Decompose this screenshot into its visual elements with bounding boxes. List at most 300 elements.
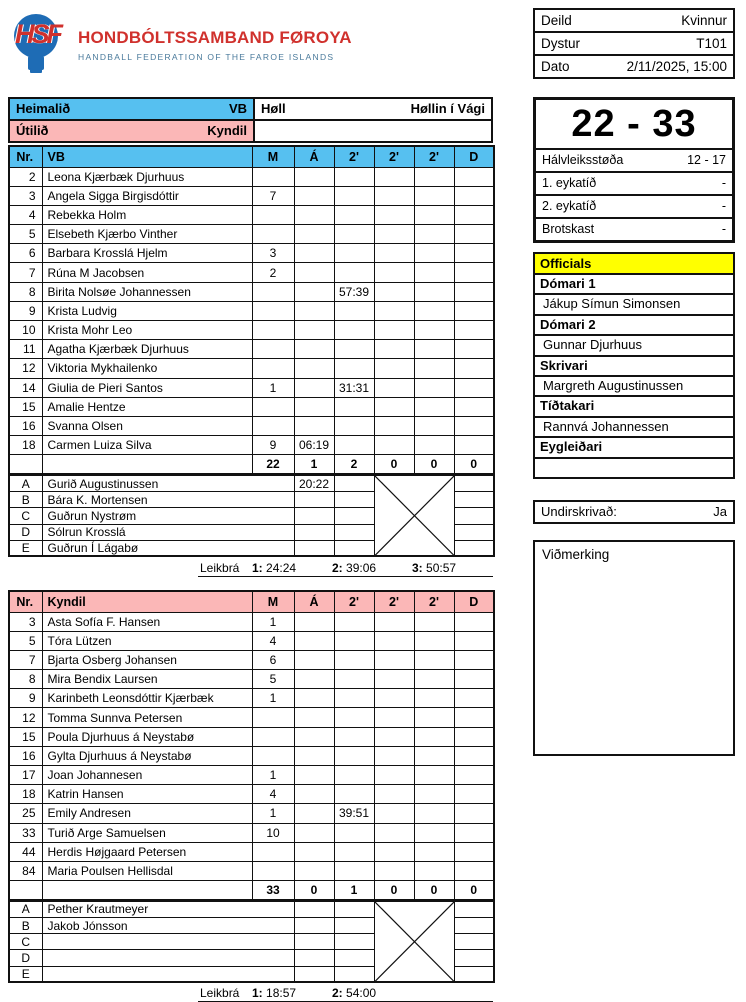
- home-player-row-name-cell: Rebekka Holm: [42, 205, 252, 224]
- away-player-row-p2-cell: [374, 766, 414, 785]
- away-bench-row-p1-cell: [334, 950, 374, 966]
- federation-subtitle: HANDBALL FEDERATION OF THE FAROE ISLANDS: [78, 52, 335, 62]
- away-player-row-nr-cell: 18: [9, 785, 42, 804]
- home-player-row-d-cell: [454, 359, 494, 378]
- home-bench-row-d-cell: [454, 524, 494, 540]
- away-player-row-p1-cell: 39:51: [334, 804, 374, 823]
- home-player-row: [9, 436, 494, 455]
- away-team-cell: [10, 121, 253, 141]
- home-bench-row-p1-cell: [334, 508, 374, 524]
- home-player-row-p2-cell: [374, 167, 414, 186]
- home-player-row-name-cell: Amalie Hentze: [42, 397, 252, 416]
- away-player-row-p1-cell: [334, 708, 374, 727]
- home-player-row: [9, 186, 494, 205]
- home-player-row-p1-cell: [334, 436, 374, 455]
- home-total-2min-2: 0: [374, 455, 414, 474]
- final-score: 22 - 33: [571, 103, 697, 145]
- away-player-row: [9, 612, 494, 631]
- home-player-row-p3-cell: [414, 282, 454, 301]
- away-bench-row-p1-cell: [334, 934, 374, 950]
- home-player-row-name-cell: Leona Kjærbæk Djurhuus: [42, 167, 252, 186]
- away-bench-row-d-cell: [454, 950, 494, 966]
- home-player-row-a-cell: [294, 397, 334, 416]
- home-player-row-a-cell: [294, 359, 334, 378]
- away-roster-section: [8, 590, 493, 983]
- away-player-row-nr-cell: 12: [9, 708, 42, 727]
- away-player-row-d-cell: [454, 804, 494, 823]
- away-player-row-d-cell: [454, 842, 494, 861]
- home-player-row-d-cell: [454, 282, 494, 301]
- home-player-row-p3-cell: [414, 416, 454, 435]
- score-box: [533, 97, 735, 243]
- home-player-row-nr-cell: 18: [9, 436, 42, 455]
- away-player-row: [9, 631, 494, 650]
- home-player-row-nr-cell: 8: [9, 282, 42, 301]
- venue-block: [8, 97, 493, 143]
- away-total-warnings: 0: [294, 881, 334, 900]
- home-player-row-d-cell: [454, 244, 494, 263]
- home-player-row-nr-cell: 10: [9, 321, 42, 340]
- officials-header: Officials: [535, 254, 733, 273]
- away-player-row-name-cell: Emily Andresen: [42, 804, 252, 823]
- home-bench-row-letter-cell: A: [9, 476, 42, 492]
- home-player-row-m-cell: [252, 225, 294, 244]
- home-player-row-p1-cell: [334, 225, 374, 244]
- penalty-row: [536, 217, 732, 240]
- signed-label: Undirskrivað:: [541, 504, 617, 519]
- away-player-row-p1-cell: [334, 650, 374, 669]
- home-player-row-p3-cell: [414, 301, 454, 320]
- away-player-row-p3-cell: [414, 861, 454, 880]
- away-player-row-nr-cell: 17: [9, 766, 42, 785]
- home-player-row-name-cell: Barbara Krosslá Hjelm: [42, 244, 252, 263]
- away-player-row-d-cell: [454, 785, 494, 804]
- away-header-row: [9, 591, 494, 612]
- home-player-row-p1-cell: [334, 263, 374, 282]
- home-player-row-name-cell: Giulia de Pieri Santos: [42, 378, 252, 397]
- column-header-nr: Nr.: [9, 591, 42, 612]
- home-player-row-a-cell: [294, 167, 334, 186]
- home-player-row-m-cell: [252, 416, 294, 435]
- x-cross-icon: [375, 476, 454, 555]
- home-player-row-nr-cell: 7: [9, 263, 42, 282]
- away-player-row-a-cell: [294, 842, 334, 861]
- away-total-disqualifications: 0: [454, 881, 494, 900]
- logo-wrist-shape: [28, 56, 44, 70]
- home-player-row-p2-cell: [374, 340, 414, 359]
- home-player-row-p1-cell: 31:31: [334, 378, 374, 397]
- away-player-row-d-cell: [454, 631, 494, 650]
- away-player-row-name-cell: Katrin Hansen: [42, 785, 252, 804]
- home-player-row-d-cell: [454, 186, 494, 205]
- halftime-value: 12 - 17: [687, 153, 726, 167]
- away-bench-row-p1-cell: [334, 901, 374, 917]
- home-player-row-a-cell: [294, 321, 334, 340]
- away-total-2min-1: 1: [334, 881, 374, 900]
- away-player-row-name-cell: Herdis Højgaard Petersen: [42, 842, 252, 861]
- home-player-row-name-cell: Krista Mohr Leo: [42, 321, 252, 340]
- away-player-row-p3-cell: [414, 708, 454, 727]
- home-player-row-p2-cell: [374, 416, 414, 435]
- home-player-row: [9, 244, 494, 263]
- away-player-row-m-cell: 1: [252, 689, 294, 708]
- home-player-row-p3-cell: [414, 244, 454, 263]
- officials-box: [533, 252, 735, 479]
- away-player-row-m-cell: 6: [252, 650, 294, 669]
- away-player-row-d-cell: [454, 727, 494, 746]
- home-header-row: [9, 146, 494, 167]
- home-player-row-p2-cell: [374, 282, 414, 301]
- column-header-2min-1: 2': [334, 146, 374, 167]
- away-player-row-name-cell: Poula Djurhuus á Neystabø: [42, 727, 252, 746]
- home-player-row: [9, 263, 494, 282]
- away-player-row-m-cell: [252, 746, 294, 765]
- home-player-row-p2-cell: [374, 436, 414, 455]
- home-player-row: [9, 167, 494, 186]
- home-player-row-a-cell: 06:19: [294, 436, 334, 455]
- away-player-row: [9, 766, 494, 785]
- home-bench-row-d-cell: [454, 476, 494, 492]
- away-player-row: [9, 804, 494, 823]
- remarks-label: Viðmerking: [542, 547, 610, 562]
- home-player-row-a-cell: [294, 205, 334, 224]
- home-bench-row-letter-cell: C: [9, 508, 42, 524]
- away-player-row-m-cell: 4: [252, 785, 294, 804]
- hall-name: Høllin í Vági: [410, 101, 485, 116]
- away-timeout-1: 1: 18:57: [252, 986, 297, 1000]
- home-player-row-m-cell: 9: [252, 436, 294, 455]
- home-bench-row-d-cell: [454, 508, 494, 524]
- away-player-row-name-cell: Tomma Sunnva Petersen: [42, 708, 252, 727]
- home-bench-row: [9, 476, 494, 492]
- home-player-row-p3-cell: [414, 186, 454, 205]
- away-player-row: [9, 650, 494, 669]
- away-player-row: [9, 708, 494, 727]
- home-totals-row: [9, 455, 494, 474]
- home-player-row-p2-cell: [374, 205, 414, 224]
- away-player-row-a-cell: [294, 670, 334, 689]
- dystur-label: Dystur: [541, 36, 581, 51]
- home-player-row-nr-cell: 11: [9, 340, 42, 359]
- away-player-row-d-cell: [454, 766, 494, 785]
- away-player-row-p3-cell: [414, 804, 454, 823]
- away-player-row-m-cell: 1: [252, 612, 294, 631]
- home-player-row: [9, 416, 494, 435]
- home-player-row-d-cell: [454, 378, 494, 397]
- away-player-row-d-cell: [454, 650, 494, 669]
- away-player-row-a-cell: [294, 746, 334, 765]
- home-bench-row-a-cell: [294, 524, 334, 540]
- column-header-away-team: Kyndil: [42, 591, 252, 612]
- away-player-row-name-cell: Tóra Lützen: [42, 631, 252, 650]
- match-info-row-deild: [535, 10, 733, 31]
- away-player-row-nr-cell: 5: [9, 631, 42, 650]
- home-bench-row-p1-cell: [334, 492, 374, 508]
- home-player-row-p3-cell: [414, 378, 454, 397]
- home-player-row-p3-cell: [414, 167, 454, 186]
- home-player-row-p1-cell: [334, 244, 374, 263]
- home-player-row-p1-cell: [334, 205, 374, 224]
- hsf-logo-icon: [14, 12, 66, 76]
- away-timeout-2: 2: 54:00: [332, 986, 377, 1000]
- dato-label: Dato: [541, 59, 570, 74]
- away-player-row-m-cell: 10: [252, 823, 294, 842]
- away-player-row-p2-cell: [374, 746, 414, 765]
- away-player-row-p3-cell: [414, 746, 454, 765]
- away-player-row-p1-cell: [334, 746, 374, 765]
- away-player-row-nr-cell: 16: [9, 746, 42, 765]
- column-header-goals: M: [252, 591, 294, 612]
- home-player-row-p1-cell: [334, 167, 374, 186]
- home-player-row: [9, 301, 494, 320]
- away-player-row-p1-cell: [334, 689, 374, 708]
- column-header-home-team: VB: [42, 146, 252, 167]
- home-total-2min-3: 0: [414, 455, 454, 474]
- home-player-row-m-cell: [252, 301, 294, 320]
- away-bench-row-letter-cell: A: [9, 901, 42, 917]
- secretary-name: Margreth Augustinussen: [535, 375, 733, 395]
- away-player-row: [9, 842, 494, 861]
- halftime-label: Hálvleiksstøða: [542, 153, 624, 167]
- away-player-row-p2-cell: [374, 650, 414, 669]
- home-player-row-p2-cell: [374, 359, 414, 378]
- away-player-row-name-cell: Joan Johannesen: [42, 766, 252, 785]
- home-player-row: [9, 397, 494, 416]
- away-player-row-m-cell: [252, 708, 294, 727]
- away-player-row-p3-cell: [414, 842, 454, 861]
- halftime-row: [536, 148, 732, 171]
- away-player-row-p1-cell: [334, 766, 374, 785]
- away-player-row-nr-cell: 15: [9, 727, 42, 746]
- home-player-row-d-cell: [454, 416, 494, 435]
- home-timeout-line: [198, 561, 493, 577]
- overtime1-label: 1. eykatíð: [542, 176, 597, 190]
- away-player-row-a-cell: [294, 785, 334, 804]
- federation-name-block: [78, 12, 352, 76]
- home-label: Heimalið: [16, 101, 71, 116]
- away-player-row-p3-cell: [414, 727, 454, 746]
- home-bench-row-a-cell: [294, 540, 334, 556]
- home-roster-section: [8, 145, 493, 557]
- federation-logo: [14, 12, 352, 76]
- away-timeout-label: Leikbrá: [200, 986, 240, 1000]
- home-player-row: [9, 340, 494, 359]
- home-player-row-p3-cell: [414, 340, 454, 359]
- observer-role: Eygleiðari: [535, 436, 733, 456]
- away-player-row-p2-cell: [374, 861, 414, 880]
- home-player-row-m-cell: [252, 282, 294, 301]
- away-player-row-m-cell: 1: [252, 804, 294, 823]
- column-header-2min-1: 2': [334, 591, 374, 612]
- home-player-row-m-cell: 3: [252, 244, 294, 263]
- home-player-row-p2-cell: [374, 263, 414, 282]
- home-player-row-p1-cell: [334, 416, 374, 435]
- away-total-2min-3: 0: [414, 881, 454, 900]
- away-player-row-p2-cell: [374, 631, 414, 650]
- home-timeout-1: 1: 24:24: [252, 561, 297, 575]
- home-total-2min-1: 2: [334, 455, 374, 474]
- home-player-row: [9, 282, 494, 301]
- away-bench-row-name-cell: [42, 950, 294, 966]
- away-venue-row: [10, 119, 491, 141]
- home-player-row-p1-cell: [334, 397, 374, 416]
- home-player-row-d-cell: [454, 205, 494, 224]
- home-player-row-p1-cell: [334, 321, 374, 340]
- away-player-row-d-cell: [454, 708, 494, 727]
- away-bench-row-p1-cell: [334, 918, 374, 934]
- away-player-row-name-cell: Karinbeth Leonsdóttir Kjærbæk: [42, 689, 252, 708]
- home-player-row-p2-cell: [374, 244, 414, 263]
- column-header-2min-3: 2': [414, 591, 454, 612]
- deild-value: Kvinnur: [681, 13, 727, 28]
- signed-box: [533, 500, 735, 524]
- away-player-row: [9, 670, 494, 689]
- home-player-row-a-cell: [294, 282, 334, 301]
- home-player-row-p1-cell: [334, 359, 374, 378]
- away-player-row-m-cell: 1: [252, 766, 294, 785]
- home-player-row-d-cell: [454, 225, 494, 244]
- away-player-row-name-cell: Asta Sofía F. Hansen: [42, 612, 252, 631]
- away-player-row-p3-cell: [414, 670, 454, 689]
- home-player-row-p3-cell: [414, 205, 454, 224]
- home-player-row-name-cell: Agatha Kjærbæk Djurhuus: [42, 340, 252, 359]
- home-player-row-d-cell: [454, 340, 494, 359]
- x-cross-icon: [375, 902, 454, 981]
- home-bench-row-d-cell: [454, 540, 494, 556]
- crossed-out-region: [374, 476, 454, 557]
- away-player-row-nr-cell: 9: [9, 689, 42, 708]
- away-bench-row-letter-cell: E: [9, 966, 42, 982]
- home-player-row-p2-cell: [374, 225, 414, 244]
- home-player-row-m-cell: [252, 359, 294, 378]
- home-player-row: [9, 321, 494, 340]
- away-player-row-p3-cell: [414, 650, 454, 669]
- referee1-role: Dómari 1: [535, 273, 733, 293]
- away-player-row-name-cell: Gylta Djurhuus á Neystabø: [42, 746, 252, 765]
- away-player-row-nr-cell: 8: [9, 670, 42, 689]
- home-bench-row-d-cell: [454, 492, 494, 508]
- away-player-row-d-cell: [454, 746, 494, 765]
- home-player-row-nr-cell: 5: [9, 225, 42, 244]
- home-player-row-a-cell: [294, 263, 334, 282]
- home-player-row-p2-cell: [374, 397, 414, 416]
- home-player-row-name-cell: Angela Sigga Birgisdóttir: [42, 186, 252, 205]
- away-bench-row-letter-cell: B: [9, 918, 42, 934]
- away-player-row-m-cell: 5: [252, 670, 294, 689]
- home-bench-row-letter-cell: E: [9, 540, 42, 556]
- home-timeout-3: 3: 50:57: [412, 561, 457, 575]
- column-header-nr: Nr.: [9, 146, 42, 167]
- away-total-2min-2: 0: [374, 881, 414, 900]
- home-bench-row-p1-cell: [334, 524, 374, 540]
- away-player-row-a-cell: [294, 823, 334, 842]
- away-bench-row-d-cell: [454, 901, 494, 917]
- away-player-row-p2-cell: [374, 823, 414, 842]
- away-player-row-d-cell: [454, 861, 494, 880]
- away-player-row-nr-cell: 44: [9, 842, 42, 861]
- home-player-row-d-cell: [454, 321, 494, 340]
- away-player-row-m-cell: [252, 727, 294, 746]
- away-player-row-a-cell: [294, 804, 334, 823]
- away-player-row-p3-cell: [414, 785, 454, 804]
- dystur-value: T101: [696, 36, 727, 51]
- away-player-row-p2-cell: [374, 612, 414, 631]
- home-player-row-p3-cell: [414, 397, 454, 416]
- home-bench-row-name-cell: Sólrun Krosslá: [42, 524, 294, 540]
- home-player-row-a-cell: [294, 225, 334, 244]
- home-player-row-m-cell: [252, 167, 294, 186]
- home-player-row-m-cell: 2: [252, 263, 294, 282]
- away-player-row-nr-cell: 3: [9, 612, 42, 631]
- home-player-row-m-cell: 1: [252, 378, 294, 397]
- away-bench-row-a-cell: [294, 901, 334, 917]
- home-player-row-name-cell: Rúna M Jacobsen: [42, 263, 252, 282]
- away-player-row-d-cell: [454, 823, 494, 842]
- home-player-row: [9, 225, 494, 244]
- away-player-row-d-cell: [454, 670, 494, 689]
- home-player-row: [9, 205, 494, 224]
- away-bench-row-p1-cell: [334, 966, 374, 982]
- away-total-goals: 33: [252, 881, 294, 900]
- remarks-box: [533, 540, 735, 756]
- away-player-row-nr-cell: 84: [9, 861, 42, 880]
- home-player-row-p1-cell: 57:39: [334, 282, 374, 301]
- away-bench-row-name-cell: [42, 934, 294, 950]
- observer-name: [535, 457, 733, 477]
- away-player-row-p1-cell: [334, 612, 374, 631]
- home-total-disqualifications: 0: [454, 455, 494, 474]
- timekeeper-role: Tíðtakari: [535, 395, 733, 415]
- home-player-row-p3-cell: [414, 263, 454, 282]
- home-player-row-p1-cell: [334, 301, 374, 320]
- away-bench-row: [9, 901, 494, 917]
- away-player-row-m-cell: [252, 842, 294, 861]
- away-player-row-nr-cell: 7: [9, 650, 42, 669]
- away-player-row-p2-cell: [374, 727, 414, 746]
- away-bench-row-letter-cell: C: [9, 934, 42, 950]
- home-player-row-p2-cell: [374, 301, 414, 320]
- home-player-row-d-cell: [454, 263, 494, 282]
- home-player-row-a-cell: [294, 340, 334, 359]
- home-player-row-p2-cell: [374, 378, 414, 397]
- home-player-row-d-cell: [454, 301, 494, 320]
- home-player-row-m-cell: [252, 397, 294, 416]
- away-bench-row-name-cell: Pether Krautmeyer: [42, 901, 294, 917]
- away-player-row-name-cell: Turið Arge Samuelsen: [42, 823, 252, 842]
- home-player-row-nr-cell: 12: [9, 359, 42, 378]
- overtime1-row: [536, 171, 732, 194]
- home-player-row-a-cell: [294, 244, 334, 263]
- away-player-row-p2-cell: [374, 689, 414, 708]
- home-player-row-p2-cell: [374, 321, 414, 340]
- home-player-row-p2-cell: [374, 186, 414, 205]
- federation-title: HONDBÓLTSSAMBAND FØROYA: [78, 28, 352, 47]
- home-bench-row-p1-cell: [334, 476, 374, 492]
- overtime2-label: 2. eykatíð: [542, 199, 597, 213]
- away-timeout-line: [198, 986, 493, 1002]
- home-roster-table: [8, 145, 495, 475]
- column-header-disqualification: D: [454, 146, 494, 167]
- home-player-row-nr-cell: 2: [9, 167, 42, 186]
- home-player-row-nr-cell: 4: [9, 205, 42, 224]
- away-player-row-d-cell: [454, 689, 494, 708]
- away-player-row: [9, 785, 494, 804]
- home-bench-row-name-cell: Gurið Augustinussen: [42, 476, 294, 492]
- away-player-row-p3-cell: [414, 631, 454, 650]
- match-info-row-dato: [535, 54, 733, 77]
- column-header-2min-2: 2': [374, 591, 414, 612]
- hall-cell: [253, 99, 491, 119]
